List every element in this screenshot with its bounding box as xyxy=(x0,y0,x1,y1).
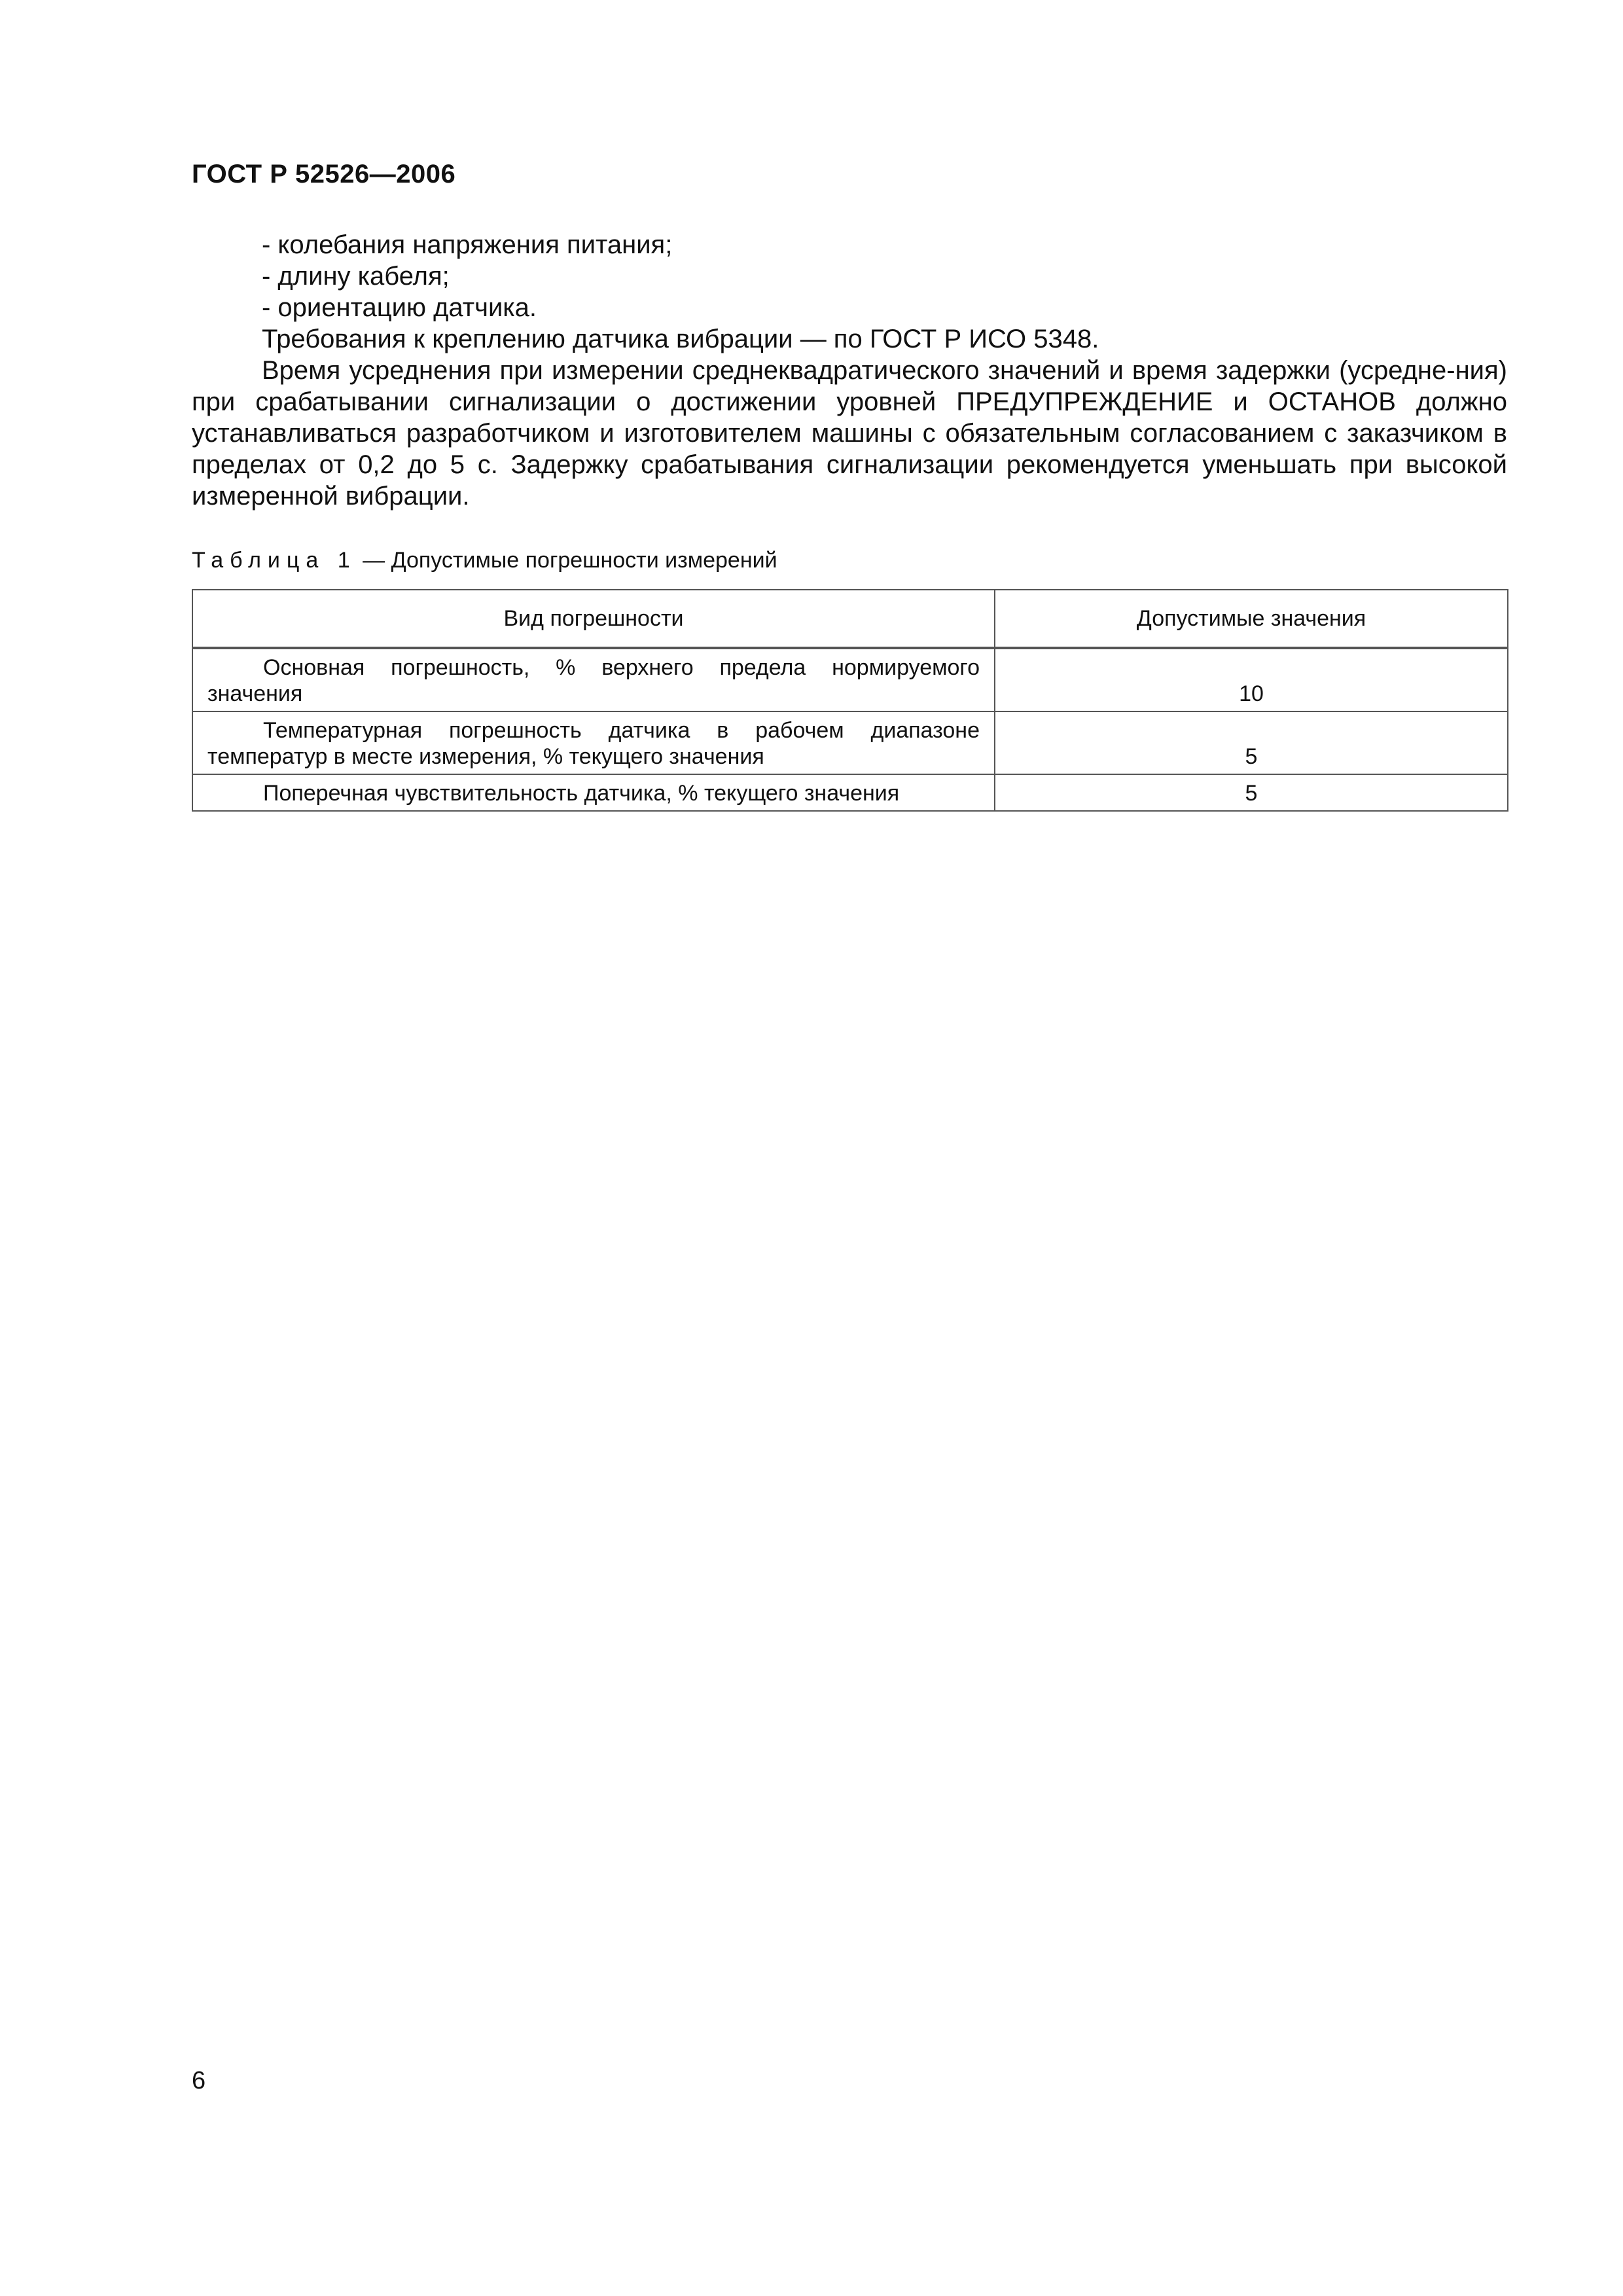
table-cell-desc: Основная погрешность, % верхнего предела нормируемого значения xyxy=(192,648,995,711)
table-cell-value: 5 xyxy=(995,774,1508,811)
document-header: ГОСТ Р 52526—2006 xyxy=(192,160,456,188)
table-cell-value: 10 xyxy=(995,648,1508,711)
list-item: - длину кабеля; xyxy=(262,262,450,291)
table-cell-desc: Поперечная чувствительность датчика, % текущего значения xyxy=(192,774,995,811)
table-row xyxy=(192,774,1508,811)
list-item: - колебания напряжения питания; xyxy=(262,230,673,259)
column-header-allowed-values: Допустимые значения xyxy=(995,590,1508,648)
table-row xyxy=(192,711,1508,774)
paragraph-averaging-time: Время усреднения при измерении среднеквадратического значений и время задержки (усредне-ния) при срабатывании сигнализации о достижении уровней ПРЕДУПРЕЖДЕНИЕ и ОСТАНОВ должно устанавливаться разработчиком и изготовителем машины с обязательным согласованием с заказчиком в пределах от 0,2 до 5 с. Задержку срабатывания сигнализации рекомендуется уменьшать при высокой измеренной вибрации. xyxy=(192,356,1507,511)
table-caption-text: — Допустимые погрешности измерений xyxy=(356,548,777,573)
page-number: 6 xyxy=(192,2067,206,2094)
list-item: - ориентацию датчика. xyxy=(262,293,537,322)
table-caption-label: Таблица 1 xyxy=(192,548,357,573)
table-header-row xyxy=(192,590,1508,648)
table-caption xyxy=(192,547,777,573)
table-cell-desc: Температурная погрешность датчика в рабочем диапазоне температур в месте измерения, % текущего значения xyxy=(192,711,995,774)
table-row xyxy=(192,648,1508,711)
table-cell-value: 5 xyxy=(995,711,1508,774)
paragraph-mounting: Требования к креплению датчика вибрации — по ГОСТ Р ИСО 5348. xyxy=(262,325,1099,353)
tolerance-table xyxy=(192,589,1508,812)
body-text xyxy=(192,229,1507,512)
column-header-error-type: Вид погрешности xyxy=(192,590,995,648)
